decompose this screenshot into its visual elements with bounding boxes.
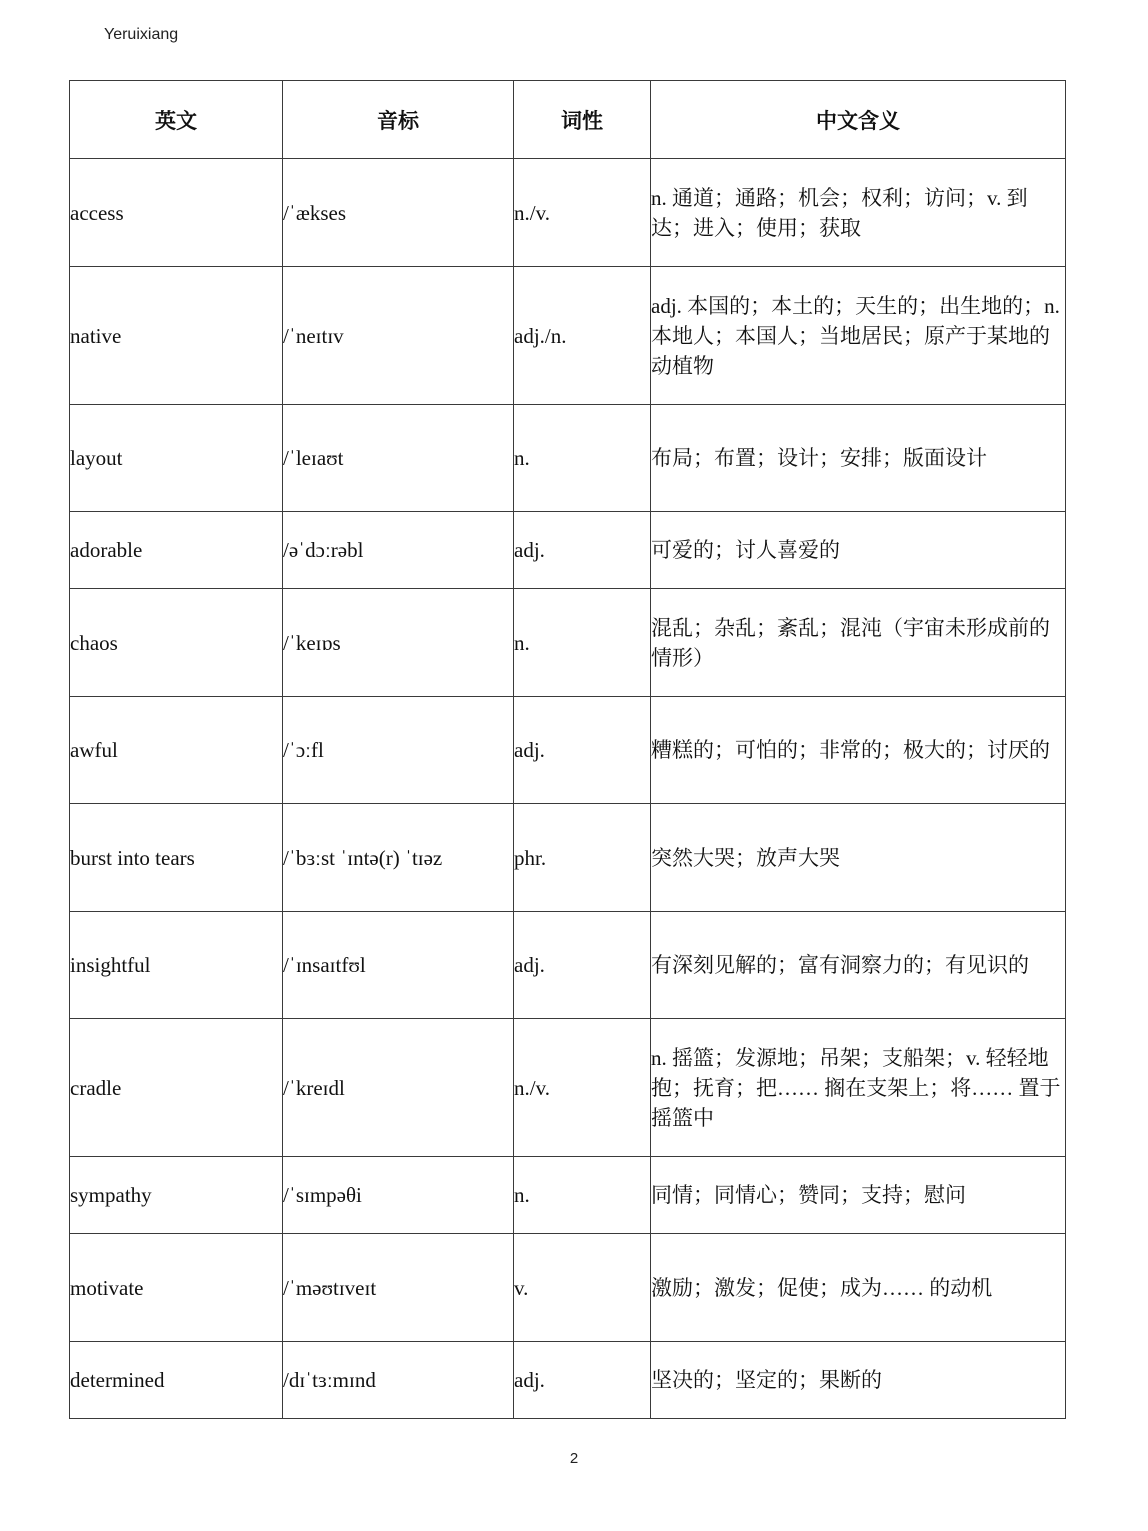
table-row (70, 912, 1066, 1019)
part-of-speech-cell: adj. (514, 697, 651, 804)
column-header-part-of-speech: 词性 (514, 81, 651, 159)
phonetic-cell: /ˈneɪtɪv (283, 267, 514, 405)
word-cell: awful (70, 697, 283, 804)
definition-cell: 同情；同情心；赞同；支持；慰问 (651, 1157, 1066, 1234)
definition-cell: 突然大哭；放声大哭 (651, 804, 1066, 912)
word-cell: insightful (70, 912, 283, 1019)
word-cell: motivate (70, 1234, 283, 1342)
definition-cell: 糟糕的；可怕的；非常的；极大的；讨厌的 (651, 697, 1066, 804)
column-header-phonetic: 音标 (283, 81, 514, 159)
definition-cell: 可爱的；讨人喜爱的 (651, 512, 1066, 589)
column-header-english: 英文 (70, 81, 283, 159)
table-row (70, 405, 1066, 512)
phonetic-cell: /əˈdɔːrəbl (283, 512, 514, 589)
phonetic-cell: /ˈməʊtɪveɪt (283, 1234, 514, 1342)
page-number: 2 (569, 1450, 579, 1467)
word-cell: adorable (70, 512, 283, 589)
phonetic-cell: /ˈsɪmpəθi (283, 1157, 514, 1234)
word-cell: burst into tears (70, 804, 283, 912)
column-header-chinese-meaning: 中文含义 (651, 81, 1066, 159)
vocabulary-table (69, 80, 1066, 1419)
definition-cell: n. 摇篮；发源地；吊架；支船架；v. 轻轻地抱；抚育；把…… 搁在支架上；将…… 置于摇篮中 (651, 1019, 1066, 1157)
part-of-speech-cell: adj./n. (514, 267, 651, 405)
part-of-speech-cell: phr. (514, 804, 651, 912)
definition-cell: adj. 本国的；本土的；天生的；出生地的；n. 本地人；本国人；当地居民；原产于某地的动植物 (651, 267, 1066, 405)
part-of-speech-cell: v. (514, 1234, 651, 1342)
definition-cell: 激励；激发；促使；成为…… 的动机 (651, 1234, 1066, 1342)
phonetic-cell: /ˈkeɪɒs (283, 589, 514, 697)
table-row (70, 804, 1066, 912)
table-row (70, 267, 1066, 405)
definition-cell: 坚决的；坚定的；果断的 (651, 1342, 1066, 1419)
definition-cell: 混乱；杂乱；紊乱；混沌（宇宙未形成前的情形） (651, 589, 1066, 697)
part-of-speech-cell: n./v. (514, 159, 651, 267)
phonetic-cell: /ˈleɪaʊt (283, 405, 514, 512)
table-row (70, 1019, 1066, 1157)
phonetic-cell: /ˈkreɪdl (283, 1019, 514, 1157)
phonetic-cell: /ˈækses (283, 159, 514, 267)
part-of-speech-cell: n. (514, 405, 651, 512)
part-of-speech-cell: n./v. (514, 1019, 651, 1157)
table-header-row (70, 81, 1066, 159)
word-cell: cradle (70, 1019, 283, 1157)
part-of-speech-cell: n. (514, 1157, 651, 1234)
word-cell: native (70, 267, 283, 405)
table-row (70, 1157, 1066, 1234)
part-of-speech-cell: n. (514, 589, 651, 697)
word-cell: access (70, 159, 283, 267)
definition-cell: 布局；布置；设计；安排；版面设计 (651, 405, 1066, 512)
table-row (70, 1234, 1066, 1342)
part-of-speech-cell: adj. (514, 1342, 651, 1419)
phonetic-cell: /ˈɔːfl (283, 697, 514, 804)
word-cell: determined (70, 1342, 283, 1419)
word-cell: chaos (70, 589, 283, 697)
part-of-speech-cell: adj. (514, 512, 651, 589)
word-cell: sympathy (70, 1157, 283, 1234)
phonetic-cell: /dɪˈtɜːmɪnd (283, 1342, 514, 1419)
phonetic-cell: /ˈbɜːst ˈɪntə(r) ˈtɪəz (283, 804, 514, 912)
table-row (70, 697, 1066, 804)
word-cell: layout (70, 405, 283, 512)
header-author: Yeruixiang (104, 26, 179, 43)
definition-cell: 有深刻见解的；富有洞察力的；有见识的 (651, 912, 1066, 1019)
phonetic-cell: /ˈɪnsaɪtfʊl (283, 912, 514, 1019)
table-row (70, 1342, 1066, 1419)
table-row (70, 159, 1066, 267)
table-row (70, 512, 1066, 589)
definition-cell: n. 通道；通路；机会；权利；访问；v. 到达；进入；使用；获取 (651, 159, 1066, 267)
part-of-speech-cell: adj. (514, 912, 651, 1019)
table-row (70, 589, 1066, 697)
